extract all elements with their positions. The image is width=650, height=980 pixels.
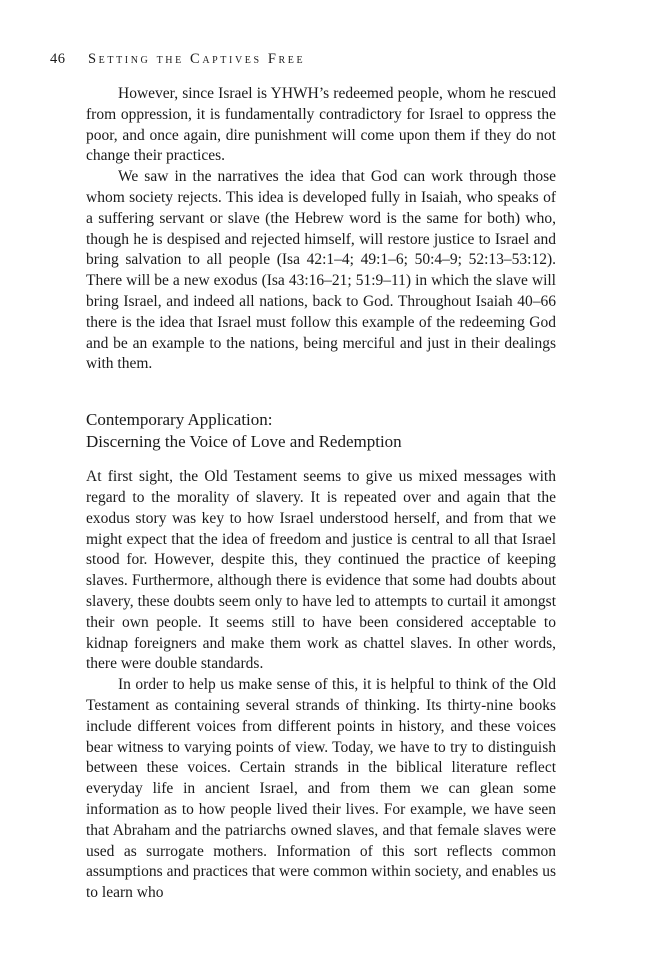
running-header bbox=[50, 51, 305, 68]
section-heading-line-1: Contemporary Application: bbox=[86, 410, 273, 430]
section-heading bbox=[86, 409, 556, 453]
section-heading-line-2: Discerning the Voice of Love and Redemption bbox=[86, 432, 402, 452]
main-text bbox=[86, 84, 556, 904]
paragraph-mixed-messages: At first sight, the Old Testament seems to give us mixed messages with regard to the morality of slavery. It is repeated over and again that the exodus story was key to how Israel understood herself, and from that we might expect that the idea of freedom and justice is central to all that Israel stood for. However, despite this, they continued the practice of keeping slaves. Furthermore, although there is evidence that some had doubts about slavery, these doubts seem only to have led to attempts to curtail it amongst their own people. It seems still to have been considered acceptable to kidnap foreigners and make them work as chattel slaves. In other words, there were double standards. bbox=[86, 468, 556, 673]
paragraph-oppression: However, since Israel is YHWH’s redeemed people, whom he rescued from oppression, it is fundamentally contradictory for Israel to oppress the poor, and once again, dire punishment will come upon them if they do not change their practices. bbox=[86, 85, 556, 165]
page-number: 46 bbox=[50, 51, 66, 67]
paragraph-suffering-servant: We saw in the narratives the idea that God can work through those whom society rejects. This idea is developed fully in Isaiah, who speaks of a suffering servant or slave (the Hebrew word is the same for both) who, though he is despised and rejected himself, will restore justice to Israel and bring salvation to all people (Isa 42:1–4; 49:1–6; 50:4–9; 52:13–53:12). There will be a new exodus (Isa 43:16–21; 51:9–11) in which the slave will bring Israel, and indeed all nations, back to God. Throughout Isaiah 40–66 there is the idea that Israel must follow this example of the redeeming God and be an example to the nations, being merciful and just in their dealings with them. bbox=[86, 168, 556, 373]
book-title: Setting the Captives Free bbox=[88, 51, 306, 67]
paragraph-strands-of-thinking: In order to help us make sense of this, it is helpful to think of the Old Testament as containing several strands of thinking. Its thirty-nine books include different voices from different points in history, and these voices bear witness to varying points of view. Today, we have to try to distinguish between these voices. Certain strands in the biblical literature reflect everyday life in ancient Israel, and from them we can glean some information as to how people lived their lives. For example, we have seen that Abraham and the patriarchs owned slaves, and that female slaves were used as surrogate mothers. Information of this sort reflects common assumptions and practices that were common within society, and enables us to learn who bbox=[86, 676, 556, 902]
